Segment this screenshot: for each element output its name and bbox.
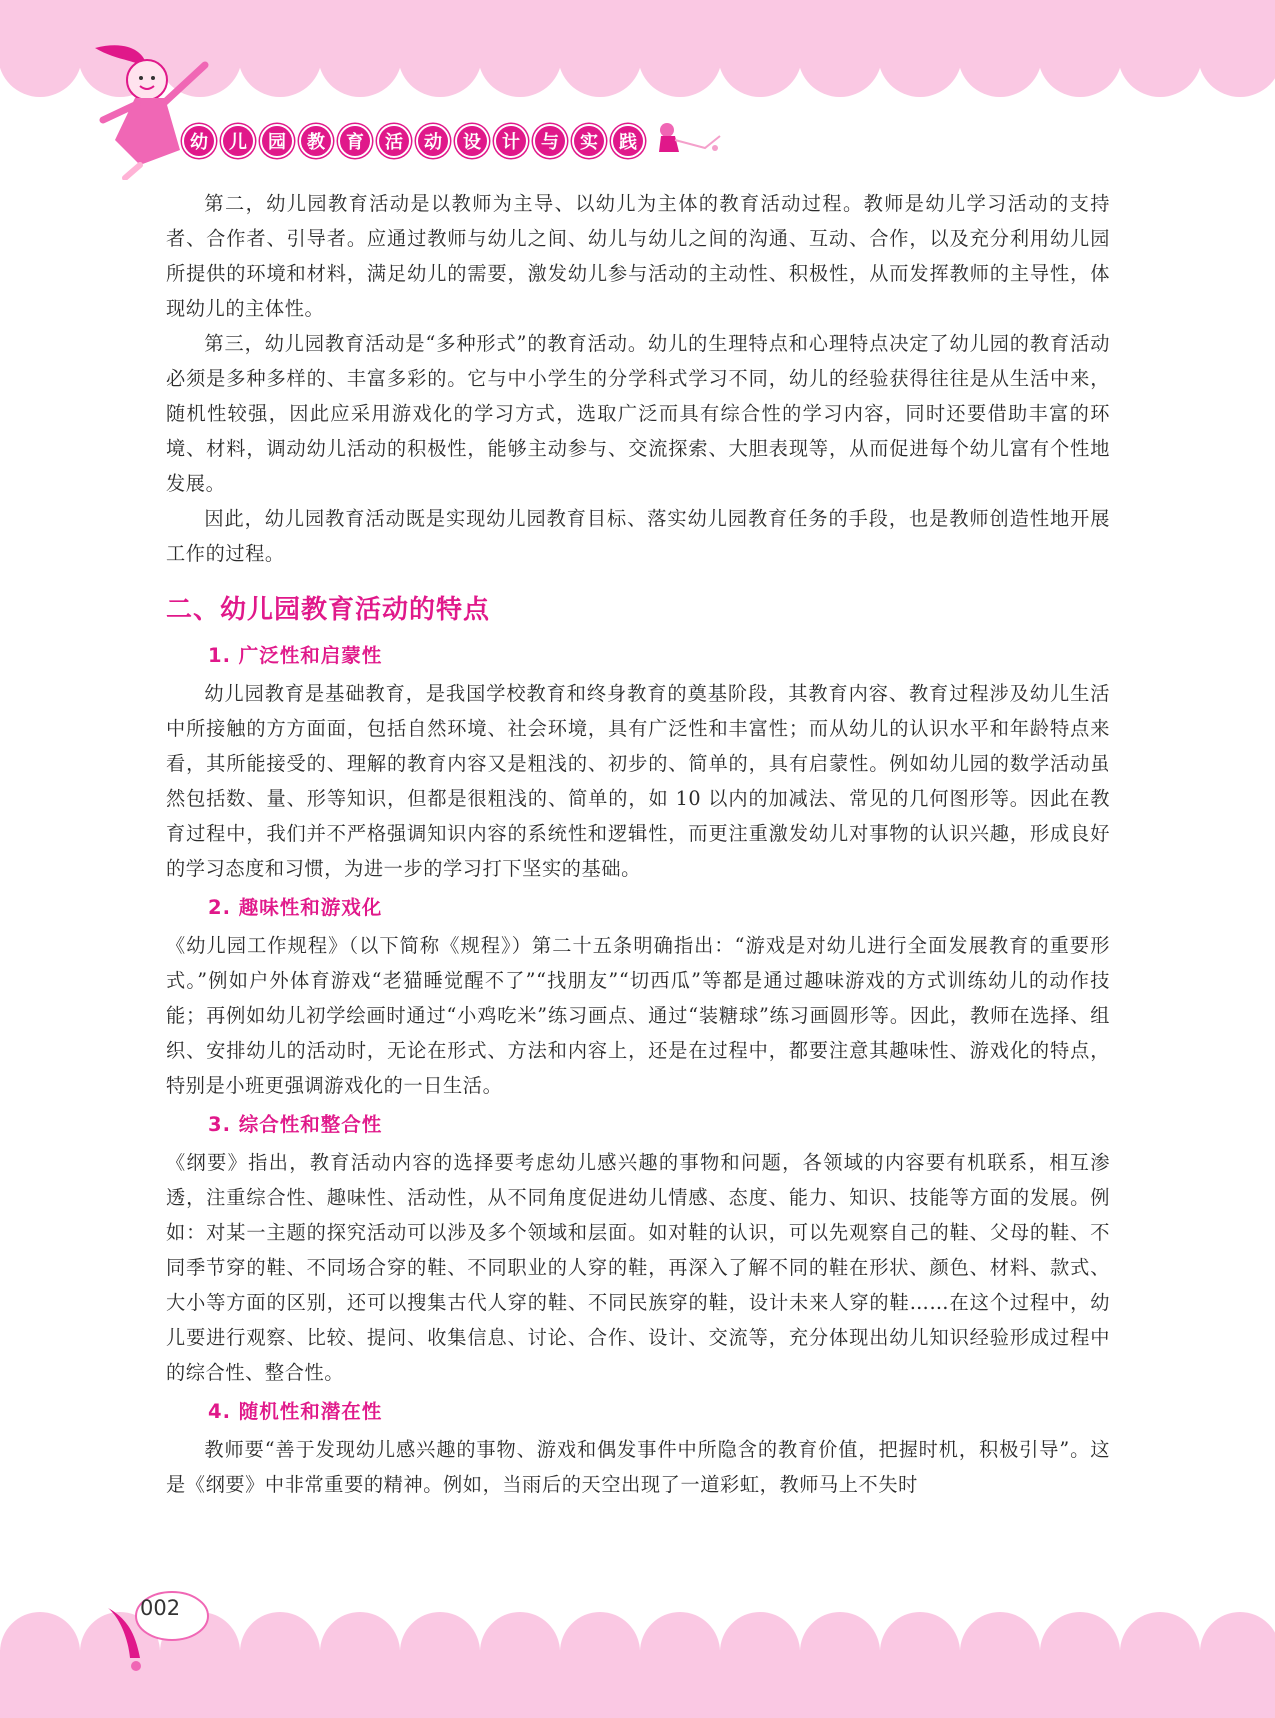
title-char: 践 xyxy=(611,124,645,158)
paragraph: 幼儿园教育是基础教育，是我国学校教育和终身教育的奠基阶段，其教育内容、教育过程涉及幼儿生活中所接触的方方面面，包括自然环境、社会环境，具有广泛性和丰富性；而从幼儿的认识水平和年龄特点来看，其所能接受的、理解的教育内容又是粗浅的、初步的、简单的，具有启蒙性。例如幼儿园的数学活动虽然包括数、量、形等知识，但都是很粗浅的、简单的，如 10 以内的加减法、常见的几何图形等。因此在教育过程中，我们并不严格强调知识内容的系统性和逻辑性，而更注重激发幼儿对事物的认识兴趣，形成良好的学习态度和习惯，为进一步的学习打下坚实的基础。 xyxy=(166,682,1110,880)
paragraph: 因此，幼儿园教育活动既是实现幼儿园教育目标、落实幼儿园教育任务的手段，也是教师创造性地开展工作的过程。 xyxy=(166,507,1110,565)
section-heading: 二、幼儿园教育活动的特点 xyxy=(166,595,491,625)
paragraph: 《纲要》指出，教育活动内容的选择要考虑幼儿感兴趣的事物和问题，各领域的内容要有机联系，相互渗透，注重综合性、趣味性、活动性，从不同角度促进幼儿情感、态度、能力、知识、技能等方面的发展。例如：对某一主题的探究活动可以涉及多个领域和层面。如对鞋的认识，可以先观察自己的鞋、父母的鞋、不同季节穿的鞋、不同场合穿的鞋、不同职业的人穿的鞋，再深入了解不同的鞋在形状、颜色、材料、款式、大小等方面的区别，还可以搜集古代人穿的鞋、不同民族穿的鞋，设计未来人穿的鞋……在这个过程中，幼儿要进行观察、比较、提问、收集信息、讨论、合作、设计、交流等，充分体现出幼儿知识经验形成过程中的综合性、整合性。 xyxy=(166,1151,1110,1384)
title-char: 实 xyxy=(572,124,606,158)
title-char: 教 xyxy=(299,124,333,158)
title-char: 幼 xyxy=(182,124,216,158)
paragraph: 第三，幼儿园教育活动是“多种形式”的教育活动。幼儿的生理特点和心理特点决定了幼儿园的教育活动必须是多种多样的、丰富多彩的。它与中小学生的分学科式学习不同，幼儿的经验获得往往是从生活中来，随机性较强，因此应采用游戏化的学习方式，选取广泛而具有综合性的学习内容，同时还要借助丰富的环境、材料，调动幼儿活动的积极性，能够主动参与、交流探索、大胆表现等，从而促进每个幼儿富有个性地发展。 xyxy=(166,332,1110,495)
title-char: 活 xyxy=(377,124,411,158)
paragraph: 《幼儿园工作规程》（以下简称《规程》）第二十五条明确指出：“游戏是对幼儿进行全面发展教育的重要形式。”例如户外体育游戏“老猫睡觉醒不了”“找朋友”“切西瓜”等都是通过趣味游戏的方式训练幼儿的动作技能；再例如幼儿初学绘画时通过“小鸡吃米”练习画点、通过“装糖球”练习画圆形等。因此，教师在选择、组织、安排幼儿的活动时，无论在形式、方法和内容上，还是在过程中，都要注意其趣味性、游戏化的特点，特别是小班更强调游戏化的一日生活。 xyxy=(166,934,1110,1097)
paragraph: 第二，幼儿园教育活动是以教师为主导、以幼儿为主体的教育活动过程。教师是幼儿学习活动的支持者、合作者、引导者。应通过教师与幼儿之间、幼儿与幼儿之间的沟通、互动、合作，以及充分利用幼儿园所提供的环境和材料，满足幼儿的需要，激发幼儿参与活动的主动性、积极性，从而发挥教师的主导性，体现幼儿的主体性。 xyxy=(166,192,1110,320)
paragraph: 教师要“善于发现幼儿感兴趣的事物、游戏和偶发事件中所隐含的教育价值，把握时机，积极引导”。这是《纲要》中非常重要的精神。例如，当雨后的天空出现了一道彩虹，教师马上不失时 xyxy=(166,1438,1110,1496)
title-char: 儿 xyxy=(221,124,255,158)
title-char: 育 xyxy=(338,124,372,158)
title-char: 与 xyxy=(533,124,567,158)
title-char: 园 xyxy=(260,124,294,158)
subsection-heading: 4. 随机性和潜在性 xyxy=(208,1400,383,1423)
subsection-heading: 3. 综合性和整合性 xyxy=(208,1113,383,1136)
title-char: 动 xyxy=(416,124,450,158)
page-content xyxy=(166,186,1110,1502)
book-title-header xyxy=(182,124,645,160)
title-char: 设 xyxy=(455,124,489,158)
page-number: 002 xyxy=(140,1596,181,1620)
swinging-girl-illustration xyxy=(645,118,725,163)
title-char: 计 xyxy=(494,124,528,158)
subsection-heading: 2. 趣味性和游戏化 xyxy=(208,896,383,919)
subsection-heading: 1. 广泛性和启蒙性 xyxy=(208,644,383,667)
